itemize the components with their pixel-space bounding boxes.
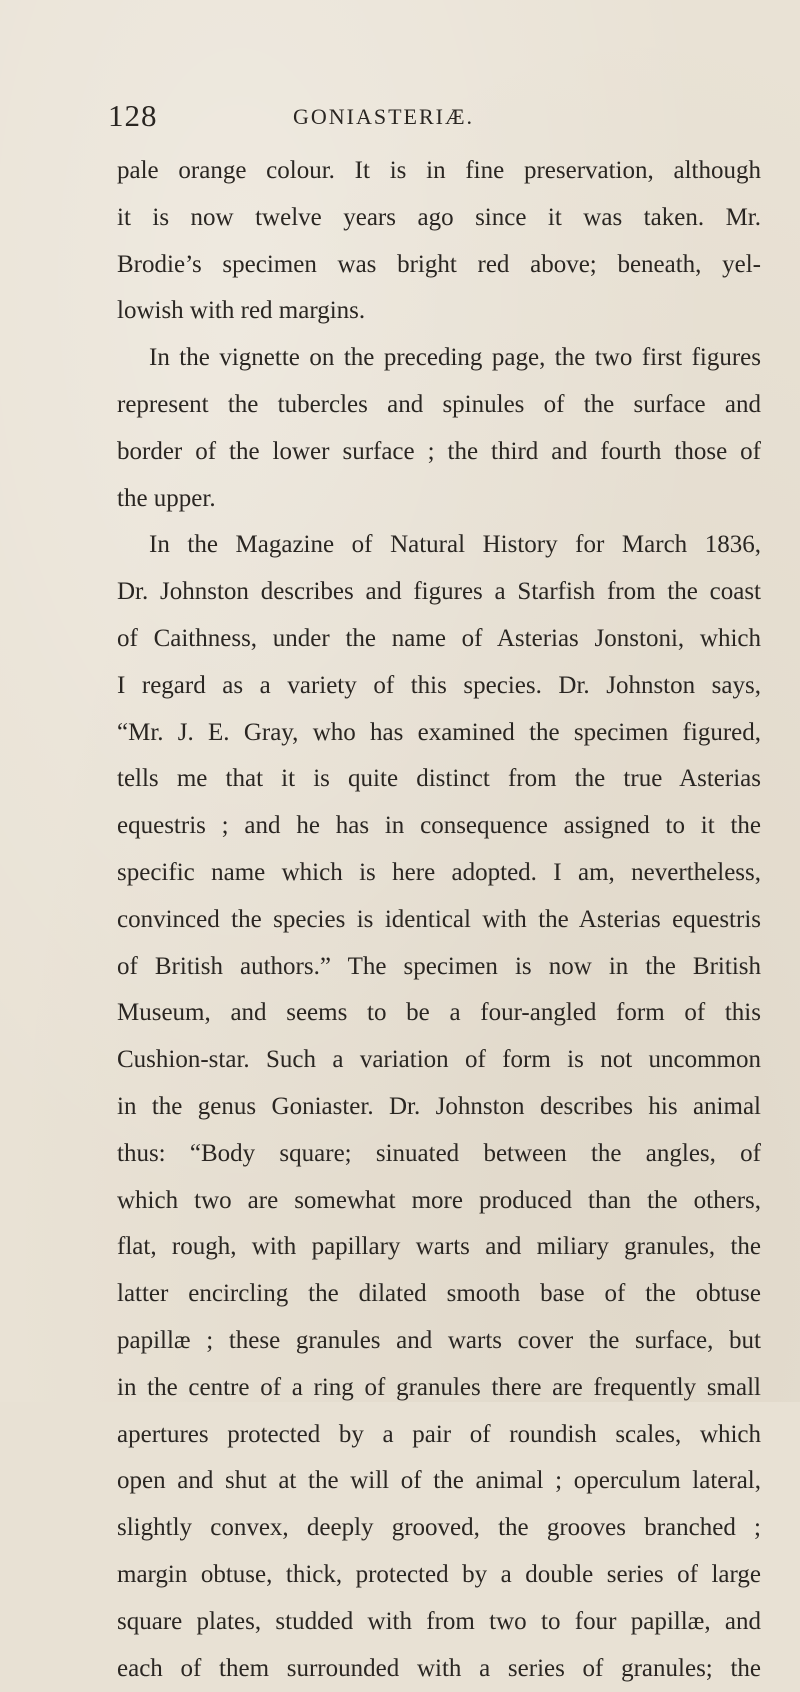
text-line: I regard as a variety of this species. Dr. Johnston says, — [117, 663, 761, 710]
text-line: specific name which is here adopted. I am, nevertheless, — [117, 850, 761, 897]
text-line: latter encircling the dilated smooth base of the obtuse — [117, 1271, 761, 1318]
text-line: equestris ; and he has in consequence assigned to it the — [117, 803, 761, 850]
text-line: open and shut at the will of the animal ; operculum lateral, — [117, 1458, 761, 1505]
text-line: thus: “Body square; sinuated between the angles, of — [117, 1131, 761, 1178]
text-line: In the Magazine of Natural History for March 1836, — [117, 522, 761, 569]
text-line: in the genus Goniaster. Dr. Johnston describes his animal — [117, 1084, 761, 1131]
text-line: border of the lower surface ; the third and fourth those of — [117, 429, 761, 476]
text-line: pale orange colour. It is in fine preservation, although — [117, 148, 761, 195]
text-line: tells me that it is quite distinct from the true Asterias — [117, 756, 761, 803]
text-line: of British authors.” The specimen is now in the British — [117, 944, 761, 991]
running-title: GONIASTERIÆ. — [293, 102, 474, 132]
page-number: 128 — [108, 96, 158, 136]
text-line: In the vignette on the preceding page, the two first figures — [117, 335, 761, 382]
text-line: Dr. Johnston describes and figures a Starfish from the coast — [117, 569, 761, 616]
text-line: of Caithness, under the name of Asterias Jonstoni, which — [117, 616, 761, 663]
text-line: the upper. — [117, 476, 761, 523]
text-line: flat, rough, with papillary warts and miliary granules, the — [117, 1224, 761, 1271]
text-line: apertures protected by a pair of roundish scales, which — [117, 1412, 761, 1459]
text-line: margin obtuse, thick, protected by a double series of large — [117, 1552, 761, 1599]
text-line: Museum, and seems to be a four-angled form of this — [117, 990, 761, 1037]
text-line: it is now twelve years ago since it was taken. Mr. — [117, 195, 761, 242]
text-line: papillæ ; these granules and warts cover the surface, but — [117, 1318, 761, 1365]
text-line: Cushion-star. Such a variation of form is not uncommon — [117, 1037, 761, 1084]
text-line: lowish with red margins. — [117, 288, 761, 335]
text-line: “Mr. J. E. Gray, who has examined the specimen figured, — [117, 710, 761, 757]
text-line: represent the tubercles and spinules of the surface and — [117, 382, 761, 429]
text-line: convinced the species is identical with the Asterias equestris — [117, 897, 761, 944]
running-head — [108, 96, 758, 136]
text-line: which two are somewhat more produced than the others, — [117, 1178, 761, 1225]
body-text — [117, 148, 761, 1692]
text-line: slightly convex, deeply grooved, the grooves branched ; — [117, 1505, 761, 1552]
text-line: Brodie’s specimen was bright red above; beneath, yel- — [117, 242, 761, 289]
text-line: each of them surrounded with a series of granules; the — [117, 1646, 761, 1692]
text-line: in the centre of a ring of granules there are frequently small — [117, 1365, 761, 1412]
text-line: square plates, studded with from two to four papillæ, and — [117, 1599, 761, 1646]
